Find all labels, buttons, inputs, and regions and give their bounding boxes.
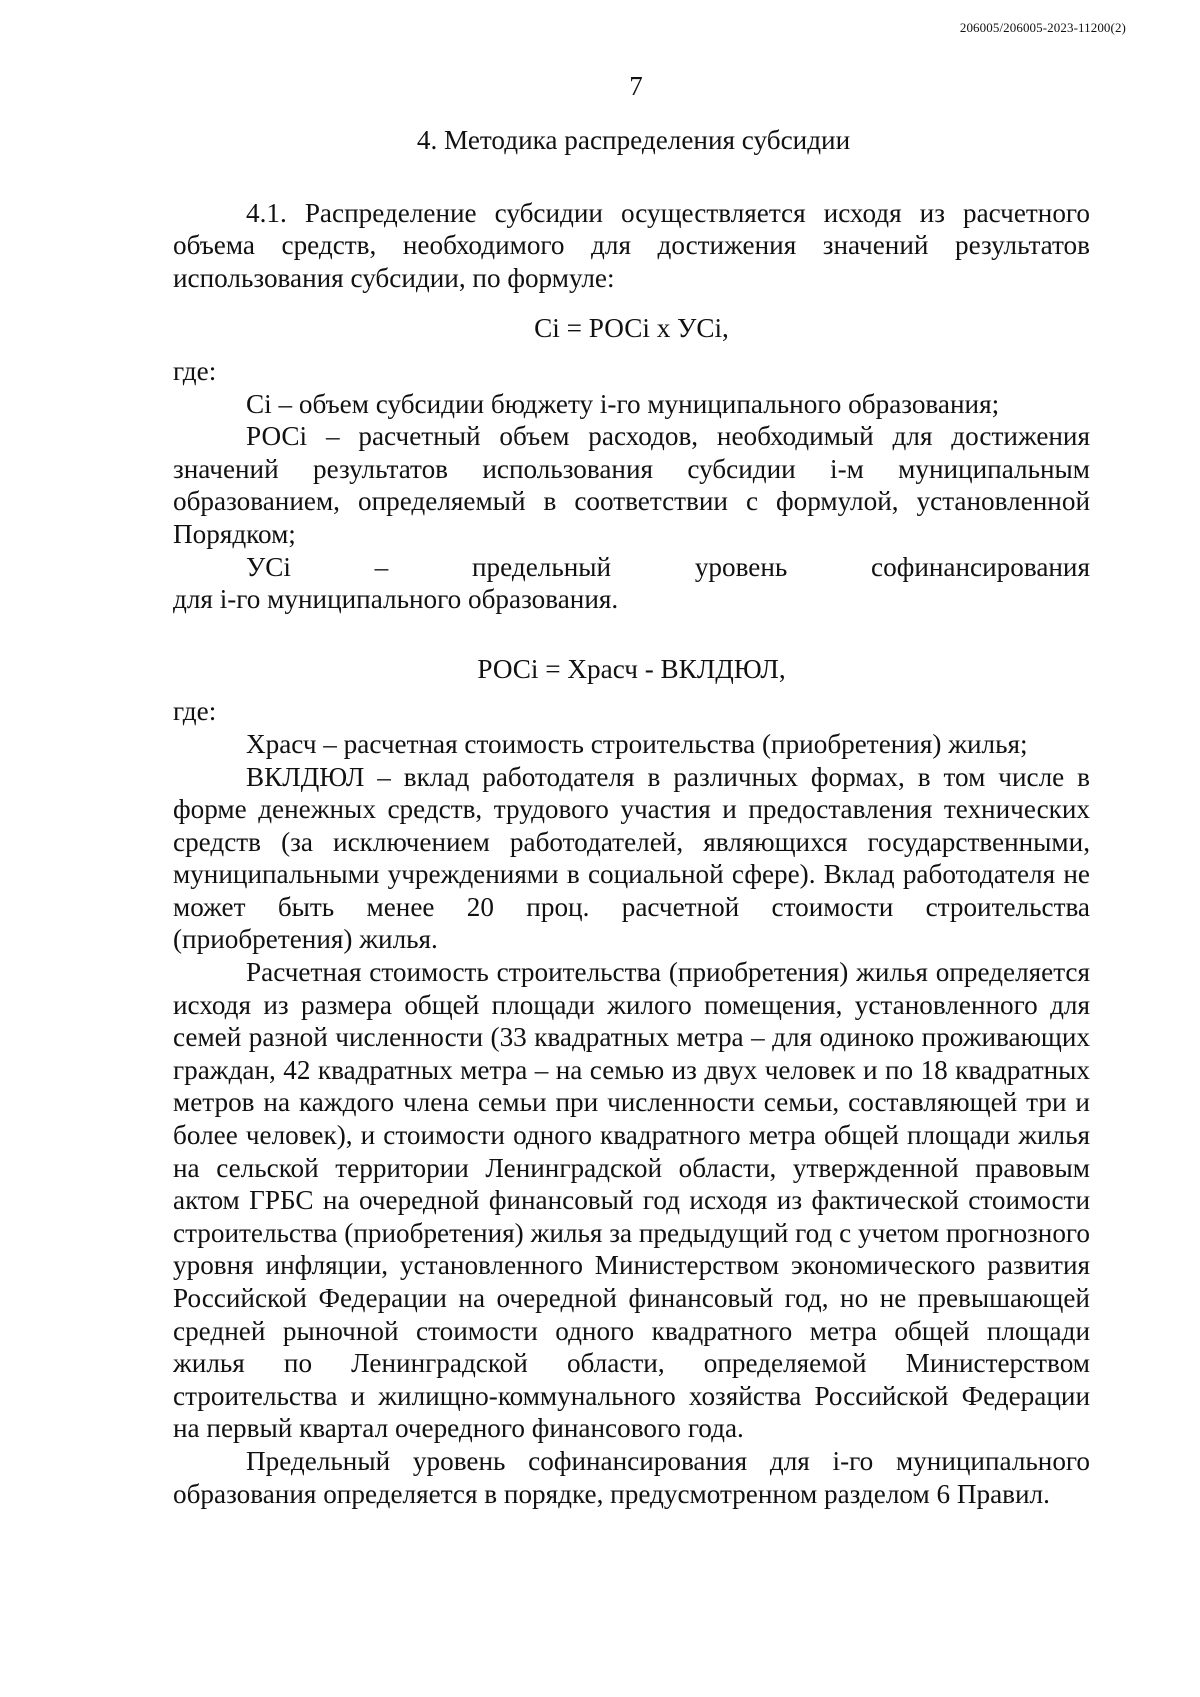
where-label: где: bbox=[173, 355, 217, 386]
formula-subsidy: Ci = РОСi x УСi, bbox=[534, 313, 729, 344]
paragraph-cofinancing-limit: Предельный уровень софинансирования для i-го муниципального образования определяется в порядке, предусмотренном разделом 6 Правил. bbox=[173, 1445, 1090, 1509]
document-body bbox=[173, 124, 1090, 1510]
formula-rosi: РОСi = Храсч - ВКЛДЮЛ, bbox=[477, 653, 786, 684]
where-label: где: bbox=[173, 696, 217, 727]
paragraph-estimated-cost: Расчетная стоимость строительства (приобретения) жилья определяется исходя из размера общей площади жилого помещения, установленного для семей разной численности (33 квадратных метра – для одиноко проживающих граждан, 42 квадратных метра – на семью из двух человек и по 18 квадратных метров на каждого члена семьи при численности семьи, составляющей три и более человек), и стоимости одного квадратного метра общей площади жилья на сельской территории Ленинградской области, утвержденной правовым актом ГРБС на очередной финансовый год исходя из фактической стоимости строительства (приобретения) жилья за предыдущий год с учетом прогнозного уровня инфляции, установленного Министерством экономического развития Российской Федерации на очередной финансовый год, но не превышающей средней рыночной стоимости одного квадратного метра общей площади жилья по Ленинградской области, определяемой Министерством строительства и жилищно-коммунального хозяйства Российской Федерации на первый квартал очередного финансового года. bbox=[173, 957, 1090, 1444]
section-title: 4. Методика распределения субсидии bbox=[416, 125, 851, 155]
paragraph-distribution: 4.1. Распределение субсидии осуществляется исходя из расчетного объема средств, необходимого для достижения значений результатов использования субсидии, по формуле: bbox=[173, 197, 1090, 293]
definition-usi-line1: УСi – предельный уровень софинансирования bbox=[246, 551, 1090, 582]
page-number: 7 bbox=[629, 71, 643, 101]
definition-hrasch: Храсч – расчетная стоимость строительства (приобретения) жилья; bbox=[246, 728, 1028, 759]
definition-usi-line2: для i-го муниципального образования. bbox=[173, 584, 619, 615]
definition-ci: Ci – объем субсидии бюджету i-го муниципального образования; bbox=[246, 388, 1000, 419]
definition-vkldyul: ВКЛДЮЛ – вклад работодателя в различных формах, в том числе в форме денежных средств, трудового участия и предоставления технических средств (за исключением работодателей, являющихся государственными, муниципальными учреждениями в социальной сфере). Вклад работодателя не может быть менее 20 проц. расчетной стоимости строительства (приобретения) жилья. bbox=[173, 761, 1090, 955]
document-id: 206005/206005-2023-11200(2) bbox=[959, 20, 1126, 35]
definition-rosi: РОСi – расчетный объем расходов, необходимый для достижения значений результатов использования субсидии i-м муниципальным образованием, определяемый в соответствии с формулой, установленной Порядком; bbox=[173, 421, 1090, 549]
